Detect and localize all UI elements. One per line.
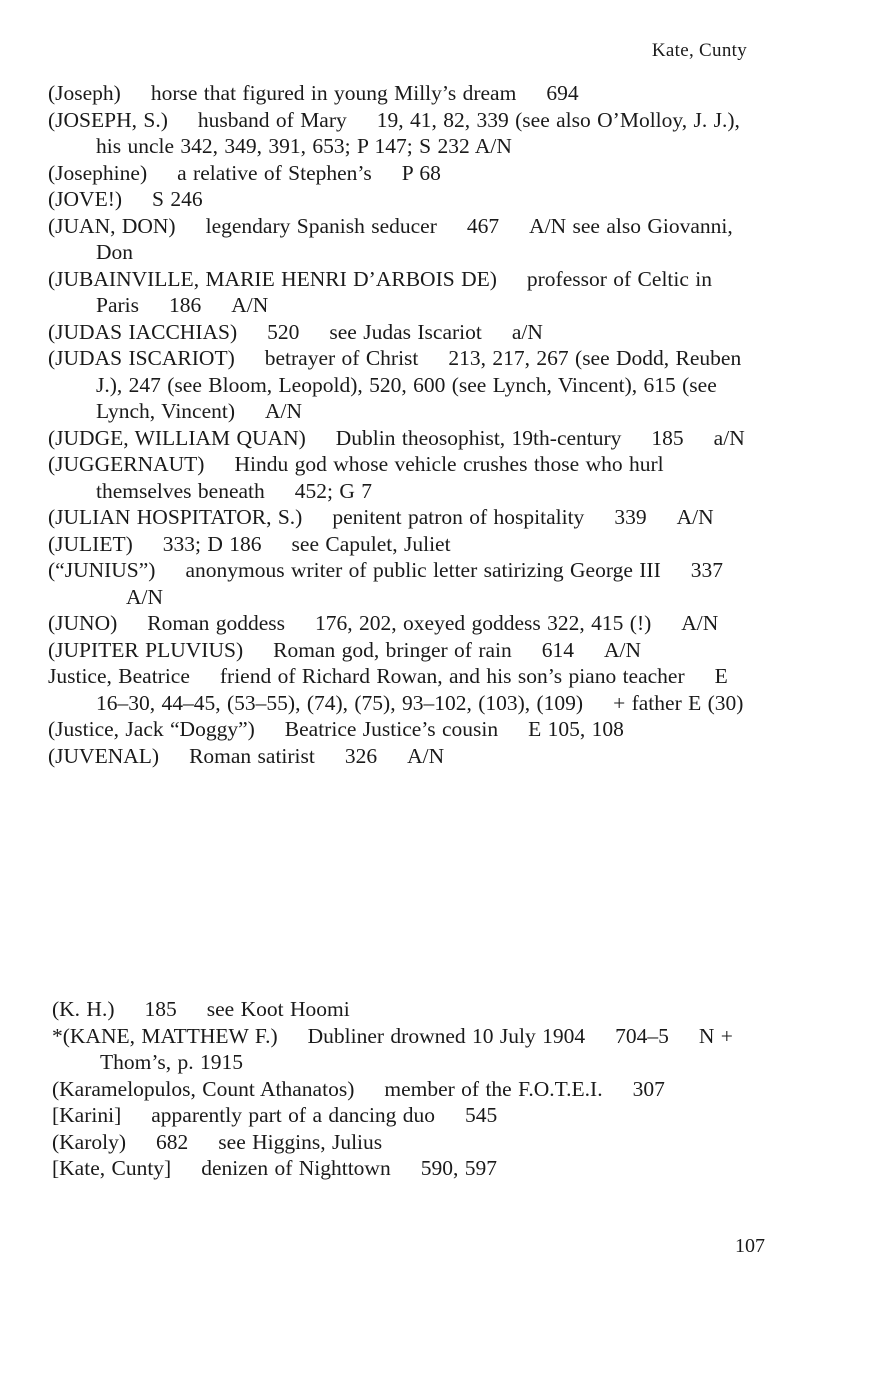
page-number: 107 <box>735 1235 765 1257</box>
index-entries-j <box>48 80 748 769</box>
entry-desc: Hindu god whose vehicle crushes those who hurl themselves beneath <box>96 452 664 503</box>
entry-refs: 694 <box>546 81 579 105</box>
index-entry <box>48 186 748 213</box>
entry-head: (Josephine) <box>48 160 148 185</box>
index-entry <box>48 610 748 637</box>
entry-refs: 213, 217, 267 (see Dodd, Reuben J.), 247 (see Bloom, Leopold), 520, 600 (see Lynch, Vincent), 615 (see Lynch, Vincent) <box>96 346 742 423</box>
entry-note: a/N <box>713 425 745 450</box>
entry-note: A/N <box>231 293 269 317</box>
entry-desc: Roman satirist <box>189 743 315 768</box>
entry-note: A/N <box>126 584 164 609</box>
index-entry <box>48 107 748 160</box>
index-entry <box>48 319 748 346</box>
entry-head: (“JUNIUS”) <box>48 558 156 582</box>
index-entry <box>52 1155 752 1182</box>
entry-desc: 682 <box>156 1129 189 1154</box>
entry-refs: 545 <box>465 1103 498 1127</box>
entry-desc: husband of Mary <box>197 107 347 132</box>
entry-desc: Dublin theosophist, 19th-century <box>335 425 622 450</box>
entry-desc: penitent patron of hospitality <box>332 505 585 529</box>
entry-refs: 467 <box>466 213 500 238</box>
entry-desc: denizen of Nighttown <box>201 1156 391 1180</box>
entry-head: (JULIAN HOSPITATOR, S.) <box>48 505 303 529</box>
index-entries-k <box>52 996 752 1182</box>
entry-head: (K. H.) <box>52 997 115 1021</box>
entry-desc: Roman goddess <box>147 611 286 635</box>
index-entry <box>48 425 748 452</box>
index-entry <box>48 557 748 610</box>
entry-refs: see Koot Hoomi <box>206 997 350 1021</box>
entry-desc: 333; D 186 <box>162 531 262 556</box>
entry-refs: 185 <box>651 425 684 450</box>
entry-head: (JUVENAL) <box>48 743 160 768</box>
index-entry <box>52 1129 752 1156</box>
entry-head: (Karoly) <box>52 1129 127 1154</box>
entry-desc: a relative of Stephen’s <box>177 160 372 185</box>
entry-head: (JOSEPH, S.) <box>48 107 168 132</box>
entry-refs: E 16–30, 44–45, (53–55), (74), (75), 93–102, (103), (109) <box>96 664 728 715</box>
entry-desc: member of the F.O.T.E.I. <box>384 1076 603 1101</box>
entry-refs: see Judas Iscariot <box>329 319 482 344</box>
entry-refs: 337 <box>690 558 723 582</box>
entry-desc: horse that figured in young Milly’s dream <box>150 81 517 105</box>
index-entry <box>48 266 748 319</box>
entry-desc: Dubliner drowned 10 July 1904 <box>307 1023 586 1048</box>
entry-note: N + Thom’s, p. 1915 <box>100 1023 733 1074</box>
index-entry <box>48 743 748 770</box>
entry-refs: 339 <box>614 505 647 529</box>
entry-head: [Karini] <box>52 1103 122 1127</box>
index-entry <box>52 1023 752 1076</box>
index-entry <box>48 637 748 664</box>
entry-head: (Karamelopulos, Count Athanatos) <box>52 1076 355 1101</box>
index-entry <box>48 716 748 743</box>
entry-note: A/N <box>407 743 445 768</box>
entry-head: (Joseph) <box>48 81 121 105</box>
index-entry <box>48 504 748 531</box>
entry-desc: S 246 <box>152 187 203 211</box>
entry-refs: 590, 597 <box>420 1156 497 1180</box>
entry-head: (JUBAINVILLE, MARIE HENRI D’ARBOIS DE) <box>48 266 497 291</box>
entry-refs: 326 <box>344 743 378 768</box>
entry-note: A/N <box>604 637 642 662</box>
entry-head: (JULIET) <box>48 531 133 556</box>
entry-desc: Roman god, bringer of rain <box>273 637 512 662</box>
entry-note: + father E (30) <box>613 690 744 715</box>
entry-desc: Beatrice Justice’s cousin <box>284 717 499 741</box>
entry-desc: friend of Richard Rowan, and his son’s piano teacher <box>219 664 685 688</box>
entry-refs: 704–5 <box>615 1023 669 1048</box>
index-entry <box>48 451 748 504</box>
entry-desc: professor of Celtic in Paris <box>96 266 713 317</box>
entry-head: (JOVE!) <box>48 187 123 211</box>
entry-note: A/N <box>681 611 719 635</box>
entry-desc: 185 <box>144 997 177 1021</box>
running-head: Kate, Cunty <box>651 40 747 61</box>
entry-head: (JUNO) <box>48 611 118 635</box>
entry-head: [Kate, Cunty] <box>52 1156 172 1180</box>
entry-desc: betrayer of Christ <box>264 346 419 370</box>
entry-head: (Justice, Jack “Doggy”) <box>48 717 255 741</box>
entry-head: (JUDAS IACCHIAS) <box>48 319 238 344</box>
index-entry <box>52 996 752 1023</box>
entry-refs: P 68 <box>401 160 441 185</box>
entry-refs: 19, 41, 82, 339 (see also O’Molloy, J. J.), his uncle 342, 349, 391, 653; P 147; S 232 A/N <box>96 107 740 158</box>
entry-note: A/N <box>265 399 303 423</box>
index-entry <box>48 531 748 558</box>
entry-note: a/N <box>511 319 543 344</box>
entry-desc: anonymous writer of public letter satirizing George III <box>185 558 661 582</box>
entry-refs: E 105, 108 <box>528 717 624 741</box>
entry-desc: legendary Spanish seducer <box>205 213 437 238</box>
index-entry <box>48 663 748 716</box>
entry-head: (JUDAS ISCARIOT) <box>48 346 235 370</box>
index-entry <box>52 1076 752 1103</box>
entry-refs: 307 <box>632 1076 665 1101</box>
entry-desc: apparently part of a dancing duo <box>151 1103 436 1127</box>
entry-head: (JUDGE, WILLIAM QUAN) <box>48 425 306 450</box>
entry-refs: see Capulet, Juliet <box>291 531 451 556</box>
entry-desc: 520 <box>267 319 300 344</box>
entry-refs: 176, 202, oxeyed goddess 322, 415 (!) <box>315 611 652 635</box>
entry-head: Justice, Beatrice <box>48 664 190 688</box>
entry-head: (JUGGERNAUT) <box>48 452 205 476</box>
entry-head: (JUAN, DON) <box>48 213 176 238</box>
index-entry <box>52 1102 752 1129</box>
entry-head: (JUPITER PLUVIUS) <box>48 637 244 662</box>
entry-refs: 614 <box>541 637 575 662</box>
entry-note: A/N see also Giovanni, Don <box>96 213 733 264</box>
entry-refs: 186 <box>169 293 202 317</box>
entry-refs: see Higgins, Julius <box>218 1129 383 1154</box>
entry-head: *(KANE, MATTHEW F.) <box>52 1023 278 1048</box>
entry-note: A/N <box>676 505 714 529</box>
index-entry <box>48 160 748 187</box>
index-entry <box>48 213 748 266</box>
entry-refs: 452; G 7 <box>294 478 373 503</box>
index-entry <box>48 80 748 107</box>
index-entry <box>48 345 748 425</box>
